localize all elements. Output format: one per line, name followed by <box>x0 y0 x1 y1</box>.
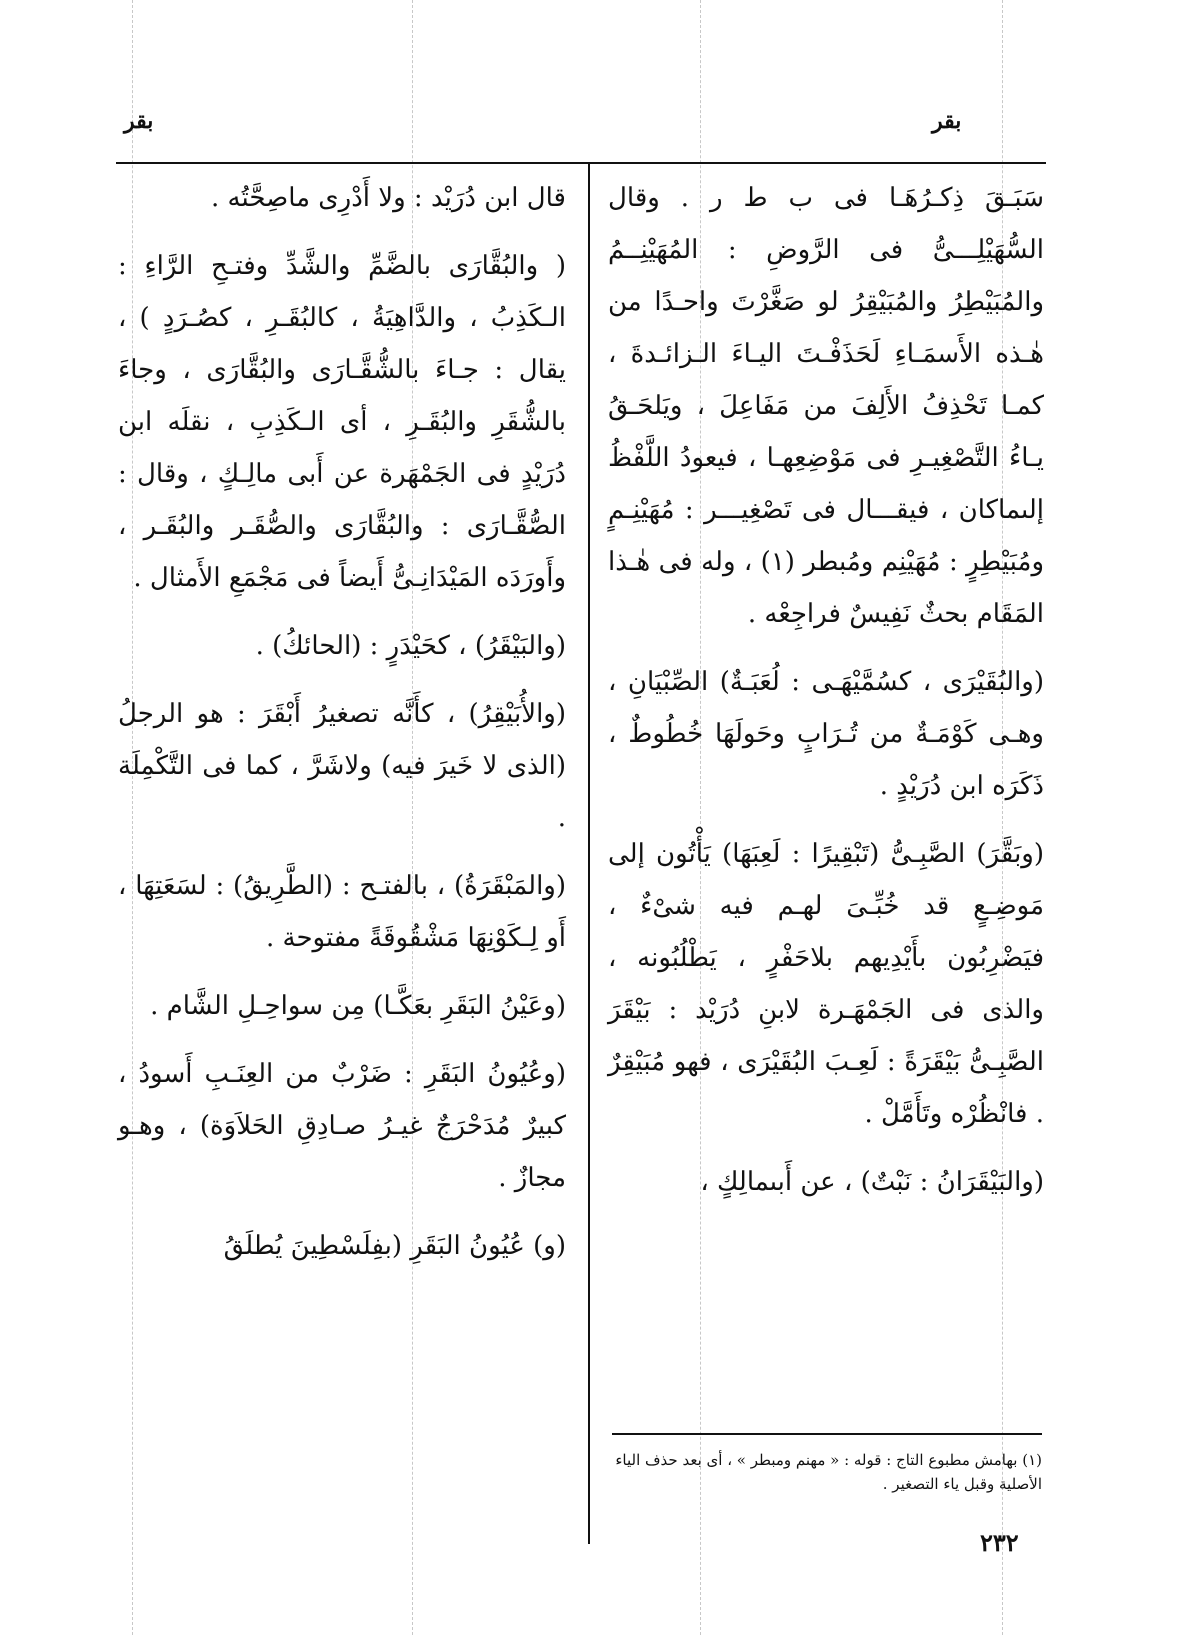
column-separator <box>588 164 590 1544</box>
running-header-left: بقر <box>124 108 154 134</box>
paragraph: (والبَيْقَرَانُ : نَبْتٌ) ، عن أَبىمالِكٍ ، <box>700 1167 1044 1197</box>
left-column <box>118 172 566 1288</box>
page-number: ٢٣٢ <box>980 1528 1019 1557</box>
footnote: (١) بهامش مطبوع التاج : قوله : « مهنم ومبطر » ، أى بعد حذف الياء الأصلية وقبل ياء التصغير . <box>615 1451 1042 1493</box>
paragraph: (وعُيُونُ البَقَرِ : ضَرْبٌ من العِنَـبِ أَسودُ ، كبيرٌ مُدَحْرَجٌ غيـرُ صـادِقِ الحَلاَوَة) ، وهـو مجازٌ . <box>118 1059 566 1193</box>
paragraph: قال ابن دُرَيْد : ولا أَدْرِى ماصِحَّتُه . <box>211 183 566 213</box>
paragraph: (والمَبْقَرَةُ) ، بالفتـح : (الطَّرِيقُ) : لسَعَتِهَا ، أَو لِـكَوْنِهَا مَشْقُوقَةً مفتوحة . <box>118 871 566 953</box>
paragraph: (والبَيْقَرُ) ، كحَيْدَرٍ : (الحائكُ) . <box>255 631 566 661</box>
paragraph: سَبَـقَ ذِكـرُهَـا فى ب ط ر . وقال السُّهَيْلِـــىُّ فى الرَّوضِ : المُهَيْنِــمُ والمُبَيْطِرُ والمُبَيْقِرُ لو صَغَّرْتَ واحـدًا من هٰـذه الأَسمَـاءِ لَحَذَفْـتَ اليـاءَ الـزائـدةَ ، كمـا تَحْذِفُ الأَلِفَ من مَفَاعِلَ ، ويَلحَـقُ يـاءُ التَّصْغِيـرِ فى مَوْضِعِهـا ، فيعودُ اللَّفْظُ إلىماكان ، فيقـــال فى تَصْغِيـــر : مُهَيْنِـمٍ ومُبَيْطِرٍ : مُهَيْنِم ومُبطر (١) ، وله فى هٰـذا المَقَام بحثٌ نَفِيسٌ فراجِعْه . <box>608 183 1044 629</box>
paragraph: (والأُبَيْقِرُ) ، كأَنَّه تصغيرُ أَبْقَرَ : هو الرجلُ (الذى لا خَيرَ فيه) ولاشَرَّ ، كما فى التَّكْمِلَة . <box>118 699 566 833</box>
right-column <box>608 172 1044 1224</box>
running-header-right: بقر <box>932 108 962 134</box>
paragraph: (وعَيْنُ البَقَرِ بعَكَّـا) مِن سواحِـلِ الشَّام . <box>150 991 566 1021</box>
paragraph: (وبَقَّرَ) الصَّبِـىُّ (تَبْقِيرًا : لَعِبَهَا) يَأْتُون إلى مَوضِـعٍ قد خُبِّـىَ لهـم فيه شىْءٌ ، فيَضْرِبُون بأَيْدِيهم بلاحَفْرٍ ، يَطْلُبُونه ، والذى فى الجَمْهَـرة لابنِ دُرَيْد : بَيْقَرَ الصَّبِـىُّ بَيْقَرَةً : لَعِـبَ البُقَيْرَى ، فهو مُبَيْقِرٌ . فانْظُرْه وتَأَمَّلْ . <box>608 839 1044 1129</box>
paragraph: (والبُقَيْرَى ، كسُمَّيْهَـى : لُعَبَـةٌ) الصِّبْيَانِ ، وهـى كَوْمَـةٌ من تُـرَابٍ وحَولَهَا خُطُوطٌ ، ذَكَرَه ابن دُرَيْدٍ . <box>608 667 1044 801</box>
footnote-rule <box>612 1433 1042 1435</box>
paragraph: ( والبُقَّارَى بالضَّمِّ والشَّدِّ وفتـحِ الرَّاءِ : الـكَذِبُ ، والدَّاهِيَةُ ، كالبُقَـرِ ، كصُـرَدٍ ) ، يقال : جـاءَ بالشُّقَّـارَى والبُقَّارَى ، وجاءَ بالشُّقَرِ والبُقَـرِ ، أى الـكَذِبِ ، نقلَه ابن دُرَيْدٍ فى الجَمْهَرة عن أَبى مالِـكٍ ، وقال : الصُّقَّـارَى : والبُقَّارَى والصُّقَـر والبُقَـر ، وأَورَدَه المَيْدَانِـىُّ أَيضاً فى مَجْمَعِ الأَمثال . <box>118 251 566 593</box>
paragraph: (و) عُيُونُ البَقَرِ (بفِلَسْطِينَ يُطلَقُ <box>223 1231 566 1261</box>
header-rule <box>116 162 1046 164</box>
